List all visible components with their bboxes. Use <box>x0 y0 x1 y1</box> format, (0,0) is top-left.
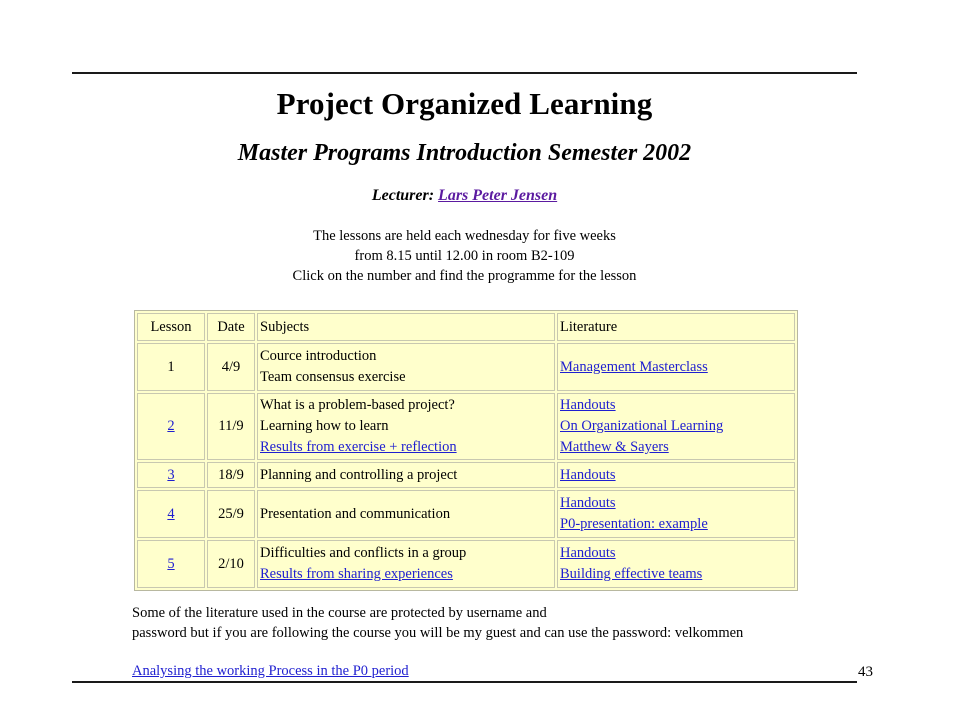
lesson-literature <box>557 540 795 588</box>
footnote-text <box>132 603 832 643</box>
literature-link[interactable]: On Organizational Learning <box>560 418 724 434</box>
literature-link[interactable]: P0-presentation: example <box>560 516 708 532</box>
lesson-date: 25/9 <box>207 490 255 538</box>
literature-link[interactable]: Handouts <box>560 466 616 483</box>
lesson-date: 2/10 <box>207 540 255 588</box>
header-date: Date <box>207 313 255 341</box>
subject-text: Planning and controlling a project <box>260 466 458 483</box>
literature-link[interactable]: Handouts <box>560 397 616 413</box>
subject-text: Cource introduction <box>260 348 377 364</box>
lesson-number-link[interactable]: 3 <box>167 466 175 483</box>
subject-text: Team consensus exercise <box>260 369 406 385</box>
lesson-number-cell <box>137 540 205 588</box>
intro-text <box>132 226 797 286</box>
intro-line: Click on the number and find the programme for the lesson <box>292 268 637 284</box>
page-number: 43 <box>858 664 873 680</box>
lesson-literature <box>557 490 795 538</box>
lesson-subjects <box>257 490 555 538</box>
table-row <box>137 540 795 588</box>
header-literature: Literature <box>557 313 795 341</box>
lesson-number-cell <box>137 393 205 460</box>
footnote-line: Some of the literature used in the course are protected by username and <box>132 605 547 621</box>
table-row <box>137 462 795 488</box>
table-row <box>137 343 795 391</box>
lecturer-line <box>132 187 797 205</box>
top-rule <box>72 72 857 74</box>
header-subjects: Subjects <box>257 313 555 341</box>
subject-link[interactable]: Results from sharing experiences <box>260 566 453 582</box>
lesson-subjects <box>257 540 555 588</box>
subject-link[interactable]: Results from exercise + reflection <box>260 439 457 455</box>
working-process-link[interactable]: Analysing the working Process in the P0 period <box>132 663 409 679</box>
lesson-number-cell <box>137 490 205 538</box>
literature-link[interactable]: Handouts <box>560 495 616 511</box>
lecturer-link[interactable]: Lars Peter Jensen <box>438 187 558 204</box>
lesson-date: 4/9 <box>207 343 255 391</box>
bottom-rule <box>72 681 857 683</box>
subject-text: Learning how to learn <box>260 418 389 434</box>
lesson-subjects <box>257 343 555 391</box>
table-row <box>137 393 795 460</box>
intro-line: The lessons are held each wednesday for five weeks <box>313 228 616 244</box>
lesson-number-link[interactable]: 2 <box>167 418 175 434</box>
subject-text: Difficulties and conflicts in a group <box>260 545 467 561</box>
table-header-row <box>137 313 795 341</box>
subject-text: Presentation and communication <box>260 505 451 522</box>
literature-link[interactable]: Handouts <box>560 545 616 561</box>
literature-link[interactable]: Matthew & Sayers <box>560 439 669 455</box>
lesson-date: 11/9 <box>207 393 255 460</box>
lesson-subjects <box>257 462 555 488</box>
lesson-literature <box>557 462 795 488</box>
lesson-subjects <box>257 393 555 460</box>
literature-link[interactable]: Management Masterclass <box>560 358 708 375</box>
lesson-literature <box>557 393 795 460</box>
lesson-table-wrapper <box>134 310 798 591</box>
intro-line: from 8.15 until 12.00 in room B2-109 <box>354 248 575 264</box>
lesson-number-link[interactable]: 4 <box>167 505 175 522</box>
lesson-number-cell <box>137 462 205 488</box>
lesson-literature <box>557 343 795 391</box>
lesson-number-link[interactable]: 5 <box>167 555 175 572</box>
lesson-table <box>134 310 798 591</box>
lesson-number: 1 <box>137 343 205 391</box>
footnote-line: password but if you are following the course you will be my guest and can use the password: velkommen <box>132 625 744 641</box>
header-lesson: Lesson <box>137 313 205 341</box>
page-title: Project Organized Learning <box>276 86 653 121</box>
page-subtitle: Master Programs Introduction Semester 2002 <box>237 140 692 166</box>
table-row <box>137 490 795 538</box>
literature-link[interactable]: Building effective teams <box>560 566 703 582</box>
subject-text: What is a problem-based project? <box>260 397 455 413</box>
lecturer-label: Lecturer: <box>371 187 435 204</box>
lesson-date: 18/9 <box>207 462 255 488</box>
